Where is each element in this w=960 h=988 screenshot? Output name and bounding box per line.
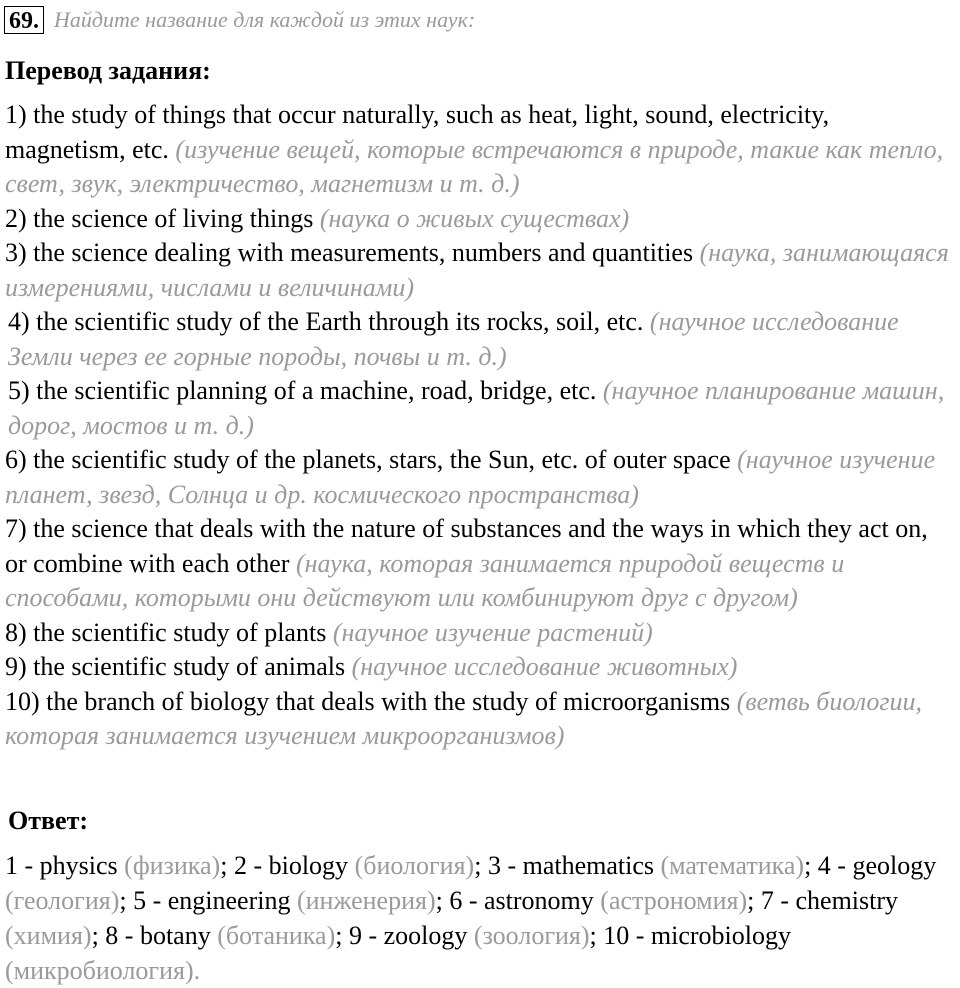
answer-english: 7 - chemistry — [760, 886, 899, 915]
item-english: 10) the branch of biology that deals with the study of microorganisms — [5, 686, 731, 716]
answer-english: 9 - zoology — [348, 921, 468, 950]
exercise-number: 69. — [4, 6, 44, 34]
answer-translation: (химия) — [5, 921, 92, 950]
answer-separator: ; — [335, 921, 349, 950]
item-translation: (наука о живых существах) — [319, 203, 630, 233]
list-item — [5, 305, 953, 374]
item-english: 8) the scientific study of plants — [5, 617, 327, 647]
answer-separator: ; — [474, 851, 488, 880]
item-english: 3) the science dealing with measurements, numbers and quantities — [5, 238, 694, 267]
answer-paragraph — [5, 848, 953, 988]
item-translation: (изучение вещей, которые встречаются в природе, такие как тепло, свет, звук, электричество, магнетизм и т. д.) — [5, 134, 944, 198]
list-item — [5, 443, 953, 512]
list-item — [5, 616, 953, 651]
answer-translation: (биология) — [354, 851, 475, 880]
answer-english: 6 - astronomy — [449, 886, 594, 915]
answer-heading: Ответ: — [8, 806, 89, 835]
answer-separator: . — [193, 956, 201, 985]
list-item — [5, 236, 953, 305]
item-translation: (научное исследование Земли через ее горные породы, почвы и т. д.) — [8, 307, 899, 371]
item-english: 9) the scientific study of animals — [5, 652, 346, 681]
item-english: 2) the science of living things — [5, 203, 314, 233]
item-translation: (научное изучение растений) — [332, 617, 653, 647]
exercise-instruction: Найдите название для каждой из этих наук: — [54, 7, 476, 32]
item-translation: (наука, которая занимается природой веществ и способами, которыми они действуют или комбинируют друг с другом) — [5, 548, 845, 612]
item-translation: (научное планирование машин, дорог, мостов и т. д.) — [8, 376, 945, 440]
answer-separator: ; — [804, 851, 818, 880]
list-item — [5, 685, 953, 754]
answer-english: 3 - mathematics — [487, 851, 654, 880]
list-item — [5, 202, 953, 237]
answer-english: 8 - botany — [105, 921, 211, 950]
answer-translation: (геология) — [5, 886, 120, 915]
item-english: 6) the scientific study of the planets, stars, the Sun, etc. of outer space — [5, 445, 731, 474]
item-translation: (наука, занимающаяся измерениями, числами и величинами) — [5, 238, 949, 302]
list-item — [5, 98, 953, 202]
list-item — [5, 512, 953, 616]
list-item — [5, 650, 953, 685]
item-english: 4) the scientific study of the Earth through its rocks, soil, etc. — [8, 307, 644, 336]
item-english: 7) the science that deals with the nature of substances and the ways in which they act on, or combine with each other — [5, 514, 928, 578]
answer-separator: ; — [220, 851, 234, 880]
answer-translation: (инженерия) — [296, 886, 436, 915]
answer-translation: (ботаника) — [217, 921, 336, 950]
answer-translation: (математика) — [660, 851, 805, 880]
item-translation: (научное исследование животных) — [351, 652, 738, 681]
answer-translation: (астрономия) — [600, 886, 748, 915]
answer-separator: ; — [747, 886, 761, 915]
answer-translation: (зоология) — [473, 921, 590, 950]
list-item — [5, 374, 953, 443]
answer-english: 1 - physics — [5, 851, 118, 880]
answer-english: 2 - biology — [233, 851, 349, 880]
translation-heading: Перевод задания: — [5, 56, 211, 85]
answer-english: 5 - engineering — [133, 886, 291, 915]
item-translation: (ветвь биологии, которая занимается изучением микроорганизмов) — [5, 686, 922, 750]
item-translation: (научное изучение планет, звезд, Солнца и др. космического пространства) — [5, 445, 936, 509]
answer-separator: ; — [91, 921, 106, 950]
definition-list — [5, 98, 953, 754]
exercise-header — [4, 4, 475, 36]
answer-english: 4 - geology — [817, 851, 937, 880]
answer-separator: ; — [435, 886, 450, 915]
item-english: 1) the study of things that occur naturally, such as heat, light, sound, electricity, magnetism, etc. — [5, 100, 830, 164]
answer-separator: ; — [589, 921, 604, 950]
answer-translation: (физика) — [124, 851, 221, 880]
answer-separator: ; — [119, 886, 134, 915]
item-english: 5) the scientific planning of a machine, road, bridge, etc. — [8, 376, 597, 405]
answer-english: 10 - microbiology — [603, 921, 792, 950]
answer-translation: (микробиология) — [5, 956, 194, 985]
